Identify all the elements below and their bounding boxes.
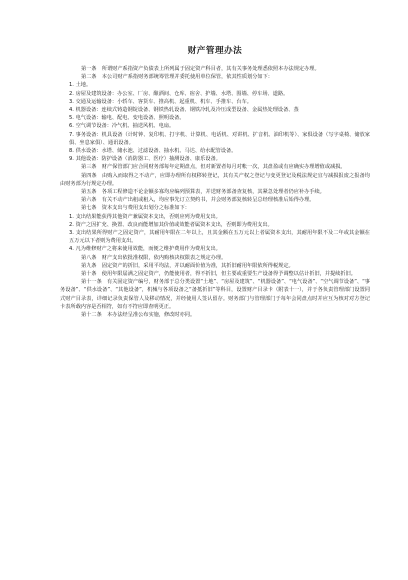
paragraph: 第三条 财产保管部门应合同财务部每年定期盘点，但对新置者每月对帐一次，其盘盈或有应确实办理增值或减损。 <box>81 164 346 171</box>
list-item: 3. 支出结果所得财产之固定资产，其耐用年限在二年以上，且其金额在五万元以上者属资本支出，其耐用年限不及二年或其金额在五万元以下者则为费用支出。 <box>69 230 370 245</box>
list-item: 4. 机器设备：连续式铸造钢锭设备、钢铁热轧设备、钢铁冷轧及冷压成型设备、金属热处理设备、蒸 <box>69 107 299 114</box>
paragraph: 第十一条 有关固定资产编号，财务部于总分类设置“土地”、“房屋及建筑”、“机器设备”、“电气设备”、“空气调节设备”、“事务设备”、“供水设备”、“其他设备”，机械与各项设备之“备抵折旧”等科目，设置财产目录卡（附表十一），并于各负责管理部门设置同式财产目录表，详细记录负责保管人及移动情况，并经使用人签认留存。财务部门与管理部门于每年会同盘点时并应互为核对对方登记卡表所载内容是否相符，如有不符应即查明更正。 <box>60 279 370 310</box>
list-item: 8. 供水设备：水塔、储水池、过滤设备、抽水机、马达、给水配管设备。 <box>69 148 237 155</box>
paragraph: 第九条 固定资产的折旧，采用平均法，并以耐面价值为准，其折旧耐用年限依所得税规定。 <box>81 262 294 269</box>
paragraph: 第一条 所谓财产系指资产负债表上所列属于固定资产科目者，其有关事务处理悉依照本办法规定办理。 <box>81 66 320 72</box>
paragraph: 第八条 财产支出依批准权限，依内购核决权限表之规定办理。 <box>81 254 227 261</box>
paragraph: 第六条 有关不动产出租或租入，均应事先订立契约书，并会财务部复核转呈总经理核准后始得办理。 <box>81 197 315 204</box>
list-item: 2. 房屋及建筑设备：办公室、厂房、酿酒间、仓库、宿舍、护墙、水塔、围墙、停车场、道路。 <box>69 90 289 97</box>
list-item: 6. 空气调节设备：冷气机、抽送风机、电扇。 <box>69 123 175 130</box>
list-item: 4. 凡为维修财产之将来使用效能，而便之维护费用作为费用支出。 <box>69 246 221 253</box>
paragraph: 第十二条 本办法经呈准公布实施，修改时亦同。 <box>81 312 196 319</box>
paragraph: 第二条 本公司财产系指财务部统筹管理并委托使用单位保管，依其性质划分如下： <box>81 74 273 81</box>
paragraph: 第五条 各项工程修造不论金额多寡均应编列预算表，并送财务部备查复核，其紧急处理者仍应补办手续。 <box>81 189 325 196</box>
list-item: 9. 其他设备：防护设备（消防器工、医疗）抽测设备、康乐设备。 <box>69 156 221 163</box>
paragraph: 第十条 使用年限届满之固定资产，仍能使用者，得不折旧，但主要或重要生产设备得予调整以估计折旧，并提续折旧。 <box>81 271 356 278</box>
document-title: 财产管理办法 <box>187 46 243 56</box>
paragraph: 第七条 资本支出与费用支出划分之标准如下： <box>81 205 190 212</box>
list-item: 1. 土地。 <box>69 82 92 89</box>
list-item: 5. 电气设备：输电、配电、变电设备、照明设备。 <box>69 115 185 122</box>
list-item: 7. 事务设备：机具设备（计时钟、复印机、打字机、计算机、电话机、对讲机、扩音机、油印机等）、家俱设备（写字桌椅、储放家俱、坐息家俱）、通讯设备。 <box>69 131 370 146</box>
paragraph: 第四条 由购入而取得之不动产，应即办理所有权移转登记，其有关产权之登记与变更登记及税法规定宜与减损报废之报备均由财务部为行规定办理。 <box>60 172 370 187</box>
document-body <box>60 65 370 319</box>
list-item: 2. 资产之因扩充、换置、改良而能增加其价值或效能者属资本支出，否则即为费用支出。 <box>69 221 273 228</box>
list-item: 3. 交通及运输设备：小轿车、客货车、推高机、起重机、机车、手推车、台车。 <box>69 98 252 105</box>
list-item: 1. 支出结果能获得其他资产兼属资本支出，否则应列为费用支出。 <box>69 213 221 220</box>
